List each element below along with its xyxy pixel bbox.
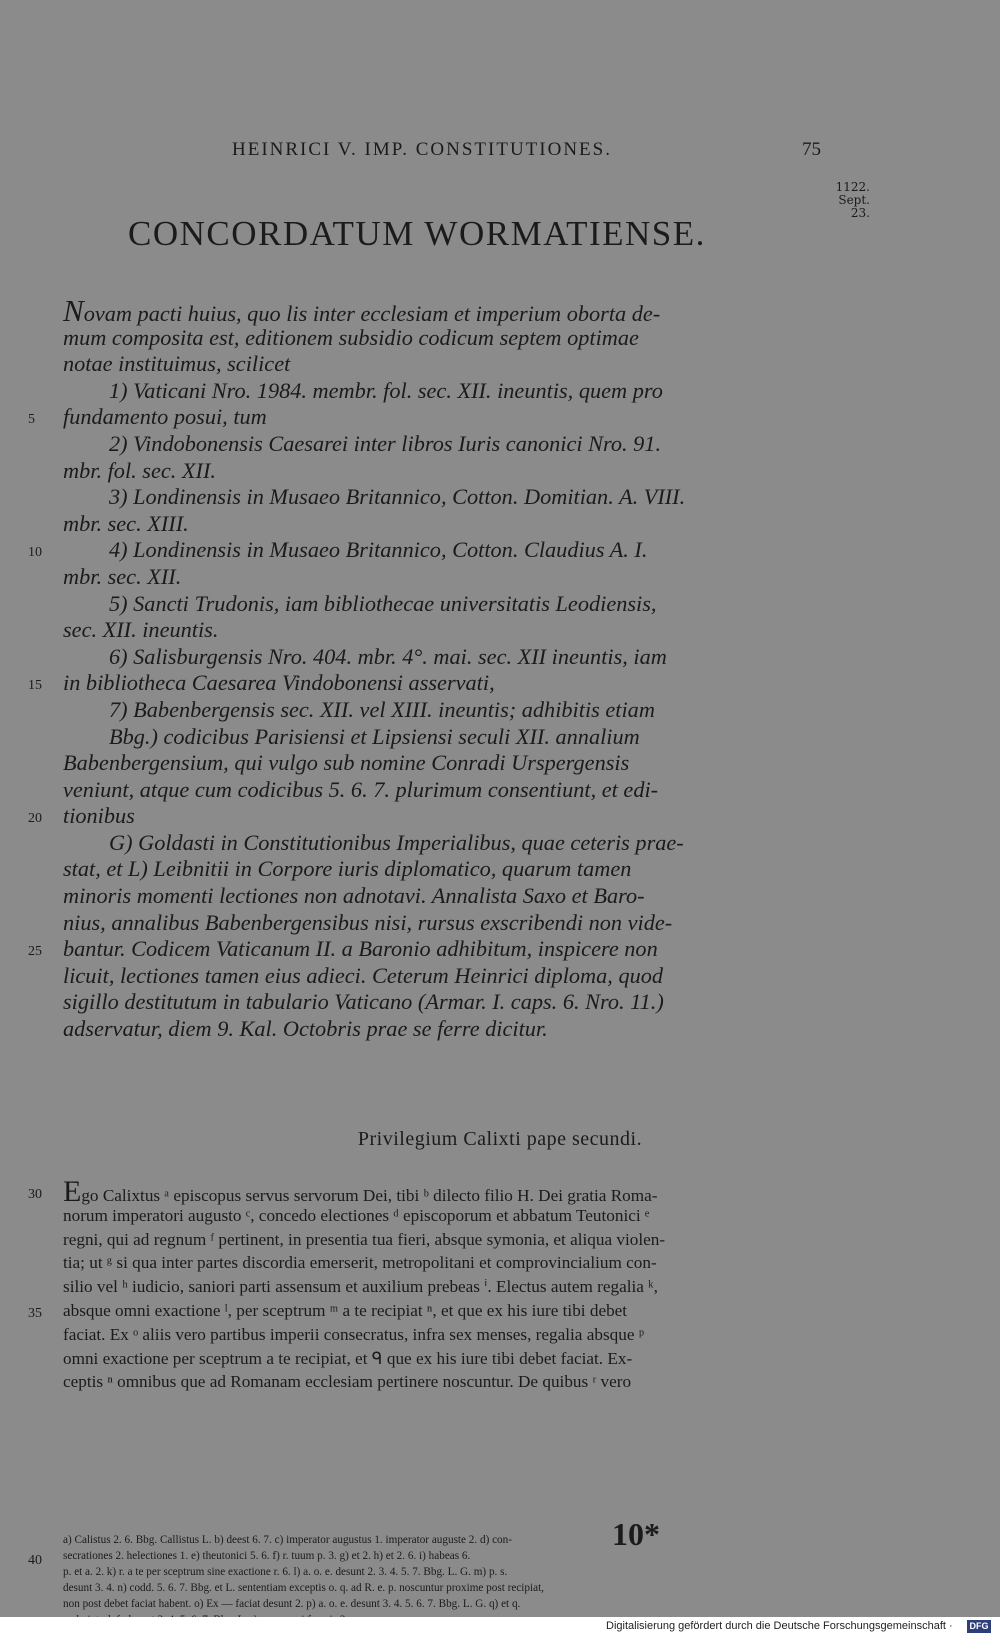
line-text: ceptis ⁿ omnibus que ad Romanam ecclesiam pertinere noscuntur. De quibus ʳ vero xyxy=(63,1372,632,1392)
line-text: ovam pacti huius, quo lis inter ecclesiam et imperium oborta de- xyxy=(83,301,661,326)
line-text: fundamento posui, tum xyxy=(63,404,267,430)
line-text: mum composita est, editionem subsidio codicum septem optimae xyxy=(63,324,639,350)
line-text: regni, qui ad regnum ᶠ pertinent, in presentia tua fieri, absque symonia, et aliqua violen- xyxy=(63,1229,666,1249)
line-number: 35 xyxy=(28,1306,42,1322)
line-text: 2) Vindobonensis Caesarei inter libros Iuris canonici Nro. 91. xyxy=(109,430,662,456)
dfg-credit: Digitalisierung gefördert durch die Deutsche Forschungsgemeinschaft · xyxy=(606,1620,953,1632)
line-text: tionibus xyxy=(63,803,135,829)
footnote-line xyxy=(63,1580,833,1596)
privilege-line xyxy=(63,1228,828,1252)
margin-date xyxy=(822,181,870,220)
line-text: secrationes 2. helectiones 1. e) theutonici 5. 6. f) r. tuum p. 3. g) et 2. h) et 2. 6. i) habeas 6. xyxy=(63,1550,471,1562)
line-text: sec. XII. ineuntis. xyxy=(63,617,219,643)
privilege-line xyxy=(63,1204,828,1228)
footnote-line xyxy=(63,1548,833,1564)
privilege-line xyxy=(63,1323,828,1347)
intro-line xyxy=(63,431,828,458)
line-text: mbr. sec. XII. xyxy=(63,563,182,589)
line-text: nius, annalibus Babenbergensibus nisi, rursus exscribendi non vide- xyxy=(63,909,673,935)
intro-paragraph xyxy=(63,293,828,1043)
page-number: 75 xyxy=(802,139,821,160)
intro-line xyxy=(63,484,828,511)
line-text: non post debet faciat habent. o) Ex — faciat desunt 2. p) a. o. e. desunt 3. 4. 5. 6. 7. Bbg. L. G. q) et q. xyxy=(63,1598,521,1610)
intro-line xyxy=(63,883,828,910)
privilege-line xyxy=(63,1299,828,1323)
privilege-line xyxy=(63,1275,828,1299)
line-text: veniunt, atque cum codicibus 5. 6. 7. plurimum consentiunt, et edi- xyxy=(63,776,659,802)
line-number: 30 xyxy=(28,1187,42,1203)
line-text: notae instituimus, scilicet xyxy=(63,351,291,377)
intro-line xyxy=(63,936,828,963)
line-number: 5 xyxy=(28,412,35,428)
line-number: 20 xyxy=(28,811,42,827)
signature-mark: 10* xyxy=(612,1516,660,1552)
intro-line xyxy=(63,670,828,697)
line-text: licuit, lectiones tamen eius adieci. Ceterum Heinrici diploma, quod xyxy=(63,962,664,988)
drop-cap: N xyxy=(63,293,84,328)
footnote-line xyxy=(63,1596,833,1612)
line-text: desunt 3. 4. n) codd. 5. 6. 7. Bbg. et L. sententiam exceptis o. q. ad R. e. p. noscuntur proxime post recipiat, xyxy=(63,1582,544,1594)
line-text: Babenbergensium, qui vulgo sub nomine Conradi Urspergensis xyxy=(63,750,630,776)
intro-line xyxy=(63,989,828,1016)
intro-line xyxy=(63,830,828,857)
dfg-logo: DFG xyxy=(967,1620,991,1633)
privilege-line xyxy=(63,1347,828,1371)
intro-line xyxy=(63,404,828,431)
intro-line xyxy=(63,697,828,724)
intro-line xyxy=(63,910,828,937)
line-text: 1) Vaticani Nro. 1984. membr. fol. sec. XII. ineuntis, quem pro xyxy=(109,377,663,403)
line-text: Bbg.) codicibus Parisiensi et Lipsiensi seculi XII. annalium xyxy=(109,723,640,749)
intro-line xyxy=(63,777,828,804)
intro-line xyxy=(63,511,828,538)
intro-line xyxy=(63,351,828,378)
intro-line xyxy=(63,724,828,751)
footnote-line xyxy=(63,1564,833,1580)
line-text: mbr. sec. XIII. xyxy=(63,510,189,536)
document-title: CONCORDATUM WORMATIENSE. xyxy=(128,214,706,253)
privilege-line xyxy=(63,1175,828,1208)
line-text: faciat. Ex ᵒ aliis vero partibus imperii consecratus, infra sex menses, regalia absque ᵖ xyxy=(63,1324,645,1344)
line-text: omni exactione per sceptrum a te recipiat, et ᑫ que ex his iure tibi debet faciat. Ex- xyxy=(63,1348,633,1368)
intro-line xyxy=(63,1016,828,1043)
privilege-line xyxy=(63,1370,828,1394)
line-text: 7) Babenbergensis sec. XII. vel XIII. ineuntis; adhibitis etiam xyxy=(109,696,655,722)
intro-line xyxy=(63,293,828,328)
footnote-line xyxy=(63,1532,833,1548)
line-text: adservatur, diem 9. Kal. Octobris prae se ferre dicitur. xyxy=(63,1016,548,1042)
intro-line xyxy=(63,750,828,777)
line-text: minoris momenti lectiones non adnotavi. Annalista Saxo et Baro- xyxy=(63,883,645,909)
footnotes xyxy=(63,1532,833,1628)
intro-line xyxy=(63,378,828,405)
line-text: p. et a. 2. k) r. a te per sceptrum sine exactione r. 6. l) a. o. e. desunt 2. 3. 4. 5. 7. Bbg. L. G. m) p. s. xyxy=(63,1566,508,1578)
privilege-text xyxy=(63,1175,828,1394)
margin-date-year: 1122. xyxy=(835,180,870,194)
running-title: HEINRICI V. IMP. CONSTITUTIONES. xyxy=(232,139,612,160)
line-text: 3) Londinensis in Musaeo Britannico, Cotton. Domitian. A. VIII. xyxy=(109,484,686,510)
line-text: mbr. fol. sec. XII. xyxy=(63,457,216,483)
line-text: 6) Salisburgensis Nro. 404. mbr. 4°. mai. sec. XII ineuntis, iam xyxy=(109,643,667,669)
section-heading: Privilegium Calixti pape secundi. xyxy=(357,1128,643,1150)
line-text: go Calixtus ᵃ episcopus servus servorum Dei, tibi ᵇ dilecto filio H. Dei gratia Roma- xyxy=(81,1186,658,1205)
line-text: a) Calistus 2. 6. Bbg. Callistus L. b) deest 6. 7. c) imperator augustus 1. imperator auguste 2. d) con- xyxy=(63,1534,512,1546)
line-text: tia; ut ᵍ si qua inter partes discordia emerserit, metropolitani et comprovincialium con- xyxy=(63,1253,657,1273)
intro-line xyxy=(63,803,828,830)
line-number: 25 xyxy=(28,944,42,960)
line-number: 15 xyxy=(28,678,42,694)
margin-date-day: 23. xyxy=(850,206,870,220)
intro-line xyxy=(63,458,828,485)
line-text: in bibliotheca Caesarea Vindobonensi asservati, xyxy=(63,670,495,696)
intro-line xyxy=(63,325,828,352)
line-text: stat, et L) Leibnitii in Corpore iuris diplomatico, quarum tamen xyxy=(63,856,632,882)
intro-line xyxy=(63,564,828,591)
intro-line xyxy=(63,537,828,564)
line-number: 40 xyxy=(28,1552,42,1568)
line-text: bantur. Codicem Vaticanum II. a Baronio adhibitum, inspicere non xyxy=(63,936,658,962)
line-text: 4) Londinensis in Musaeo Britannico, Cotton. Claudius A. I. xyxy=(109,537,648,563)
intro-line xyxy=(63,644,828,671)
drop-cap: E xyxy=(63,1175,82,1208)
line-text: absque omni exactione ˡ, per sceptrum ᵐ a te recipiat ⁿ, et que ex his iure tibi debet xyxy=(63,1300,628,1320)
margin-date-month: Sept. xyxy=(838,193,870,207)
intro-line xyxy=(63,856,828,883)
privilege-line xyxy=(63,1251,828,1275)
line-text: norum imperatori augusto ᶜ, concedo electiones ᵈ episcoporum et abbatum Teutonici ᵉ xyxy=(63,1205,650,1225)
line-text: G) Goldasti in Constitutionibus Imperialibus, quae ceteris prae- xyxy=(109,829,684,855)
line-text: sigillo destitutum in tabulario Vaticano (Armar. I. caps. 6. Nro. 11.) xyxy=(63,989,664,1015)
line-text: silio vel ʰ iudicio, saniori parti assensum et auxilium prebeas ⁱ. Electus autem regalia ᵏ, xyxy=(63,1277,658,1297)
line-text: 5) Sancti Trudonis, iam bibliothecae universitatis Leodiensis, xyxy=(109,590,657,616)
line-number: 10 xyxy=(28,545,42,561)
intro-line xyxy=(63,617,828,644)
intro-line xyxy=(63,591,828,618)
intro-line xyxy=(63,963,828,990)
